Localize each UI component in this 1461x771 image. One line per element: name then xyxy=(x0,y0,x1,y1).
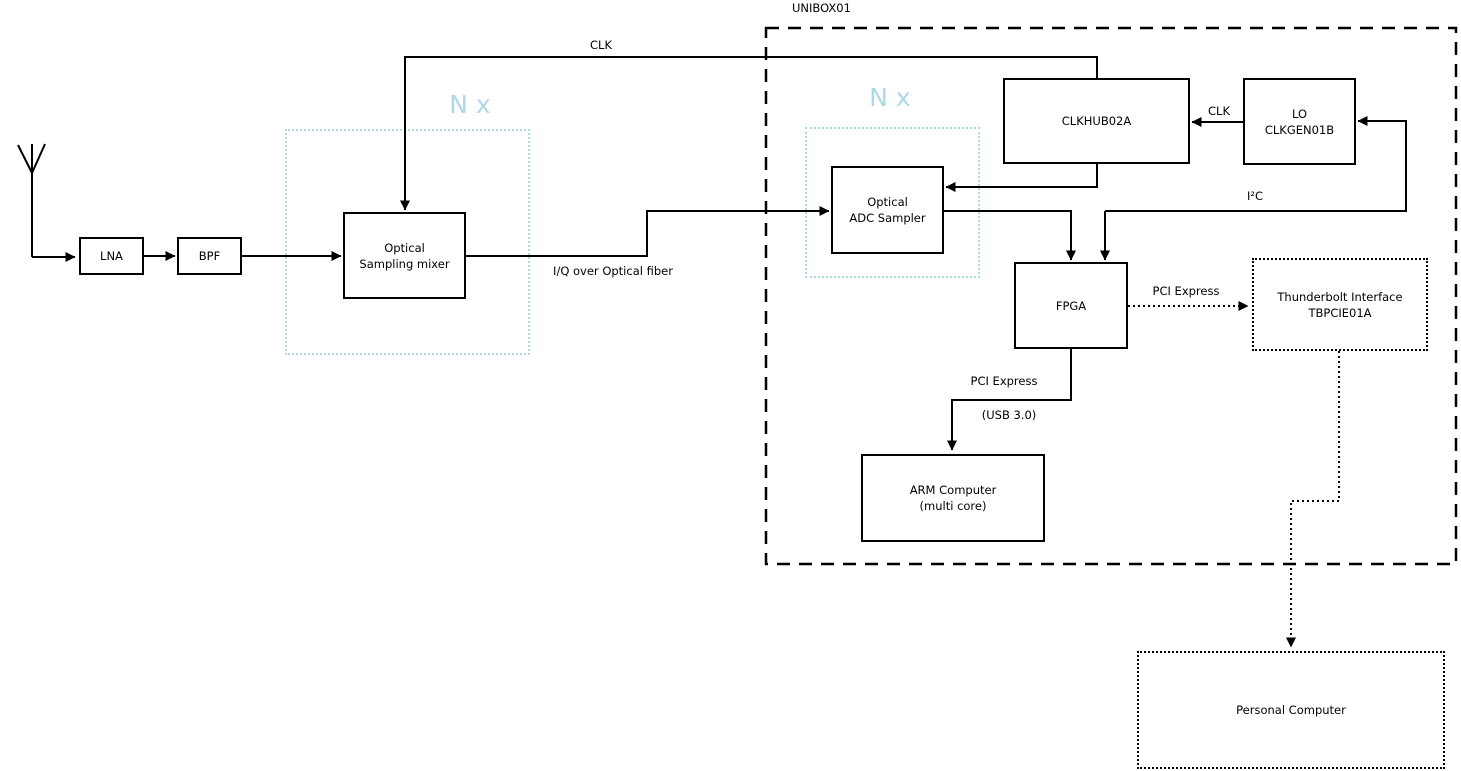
fpga-arm-wire xyxy=(952,349,1071,450)
pcie-arm-wire-label: PCI Express xyxy=(970,374,1038,388)
lna-block xyxy=(79,237,144,275)
arm-label-line2: (multi core) xyxy=(919,499,987,513)
clkhub-adc-wire xyxy=(946,164,1097,187)
arm-label-line1: ARM Computer xyxy=(909,483,997,497)
pcie-thunderbolt-wire-label: PCI Express xyxy=(1152,284,1220,298)
nx-left-label: N x xyxy=(449,90,491,119)
i2c-wire-label: I²C xyxy=(1246,189,1264,203)
bpf-label: BPF xyxy=(198,249,221,263)
lna-label: LNA xyxy=(100,249,123,263)
fpga-block xyxy=(1014,262,1128,349)
thunderbolt-label-line2: TBPCIE01A xyxy=(1308,305,1372,320)
fpga-label: FPGA xyxy=(1055,298,1087,313)
optical-adc-sampler-block xyxy=(831,166,944,254)
adc-fpga-wire xyxy=(944,211,1071,260)
optical-sampling-mixer-block xyxy=(343,212,466,299)
lo-label-line2: CLKGEN01B xyxy=(1264,122,1335,137)
personal-computer-block xyxy=(1137,651,1445,769)
clk-top-wire-label: CLK xyxy=(590,38,612,52)
mixer-label-line1: Optical xyxy=(384,240,425,255)
adc-label-line1: Optical xyxy=(867,195,908,209)
thunderbolt-label-line1: Thunderbolt Interface xyxy=(1277,289,1403,304)
clkhub-block xyxy=(1003,78,1190,164)
thunderbolt-interface-block xyxy=(1252,258,1428,351)
clkhub-label: CLKHUB02A xyxy=(1061,114,1132,128)
unibox-label: UNIBOX01 xyxy=(792,1,851,15)
adc-label-line2: ADC Sampler xyxy=(849,211,926,225)
pc-label: Personal Computer xyxy=(1236,703,1346,717)
lo-label-line1: LO xyxy=(1291,106,1308,121)
nx-right-label: N x xyxy=(869,83,911,112)
mixer-label-line2: Sampling mixer xyxy=(359,256,450,271)
bpf-block xyxy=(177,237,242,275)
clk-lo-wire-label: CLK xyxy=(1208,104,1230,118)
antenna-icon xyxy=(18,144,45,257)
lo-clkgen-block xyxy=(1243,78,1356,165)
thunderbolt-pc-wire xyxy=(1291,351,1339,647)
iq-fiber-wire xyxy=(466,211,829,256)
usb-wire-label: (USB 3.0) xyxy=(981,408,1037,422)
iq-fiber-wire-label: I/Q over Optical fiber xyxy=(553,264,673,278)
arm-computer-block xyxy=(861,454,1045,542)
